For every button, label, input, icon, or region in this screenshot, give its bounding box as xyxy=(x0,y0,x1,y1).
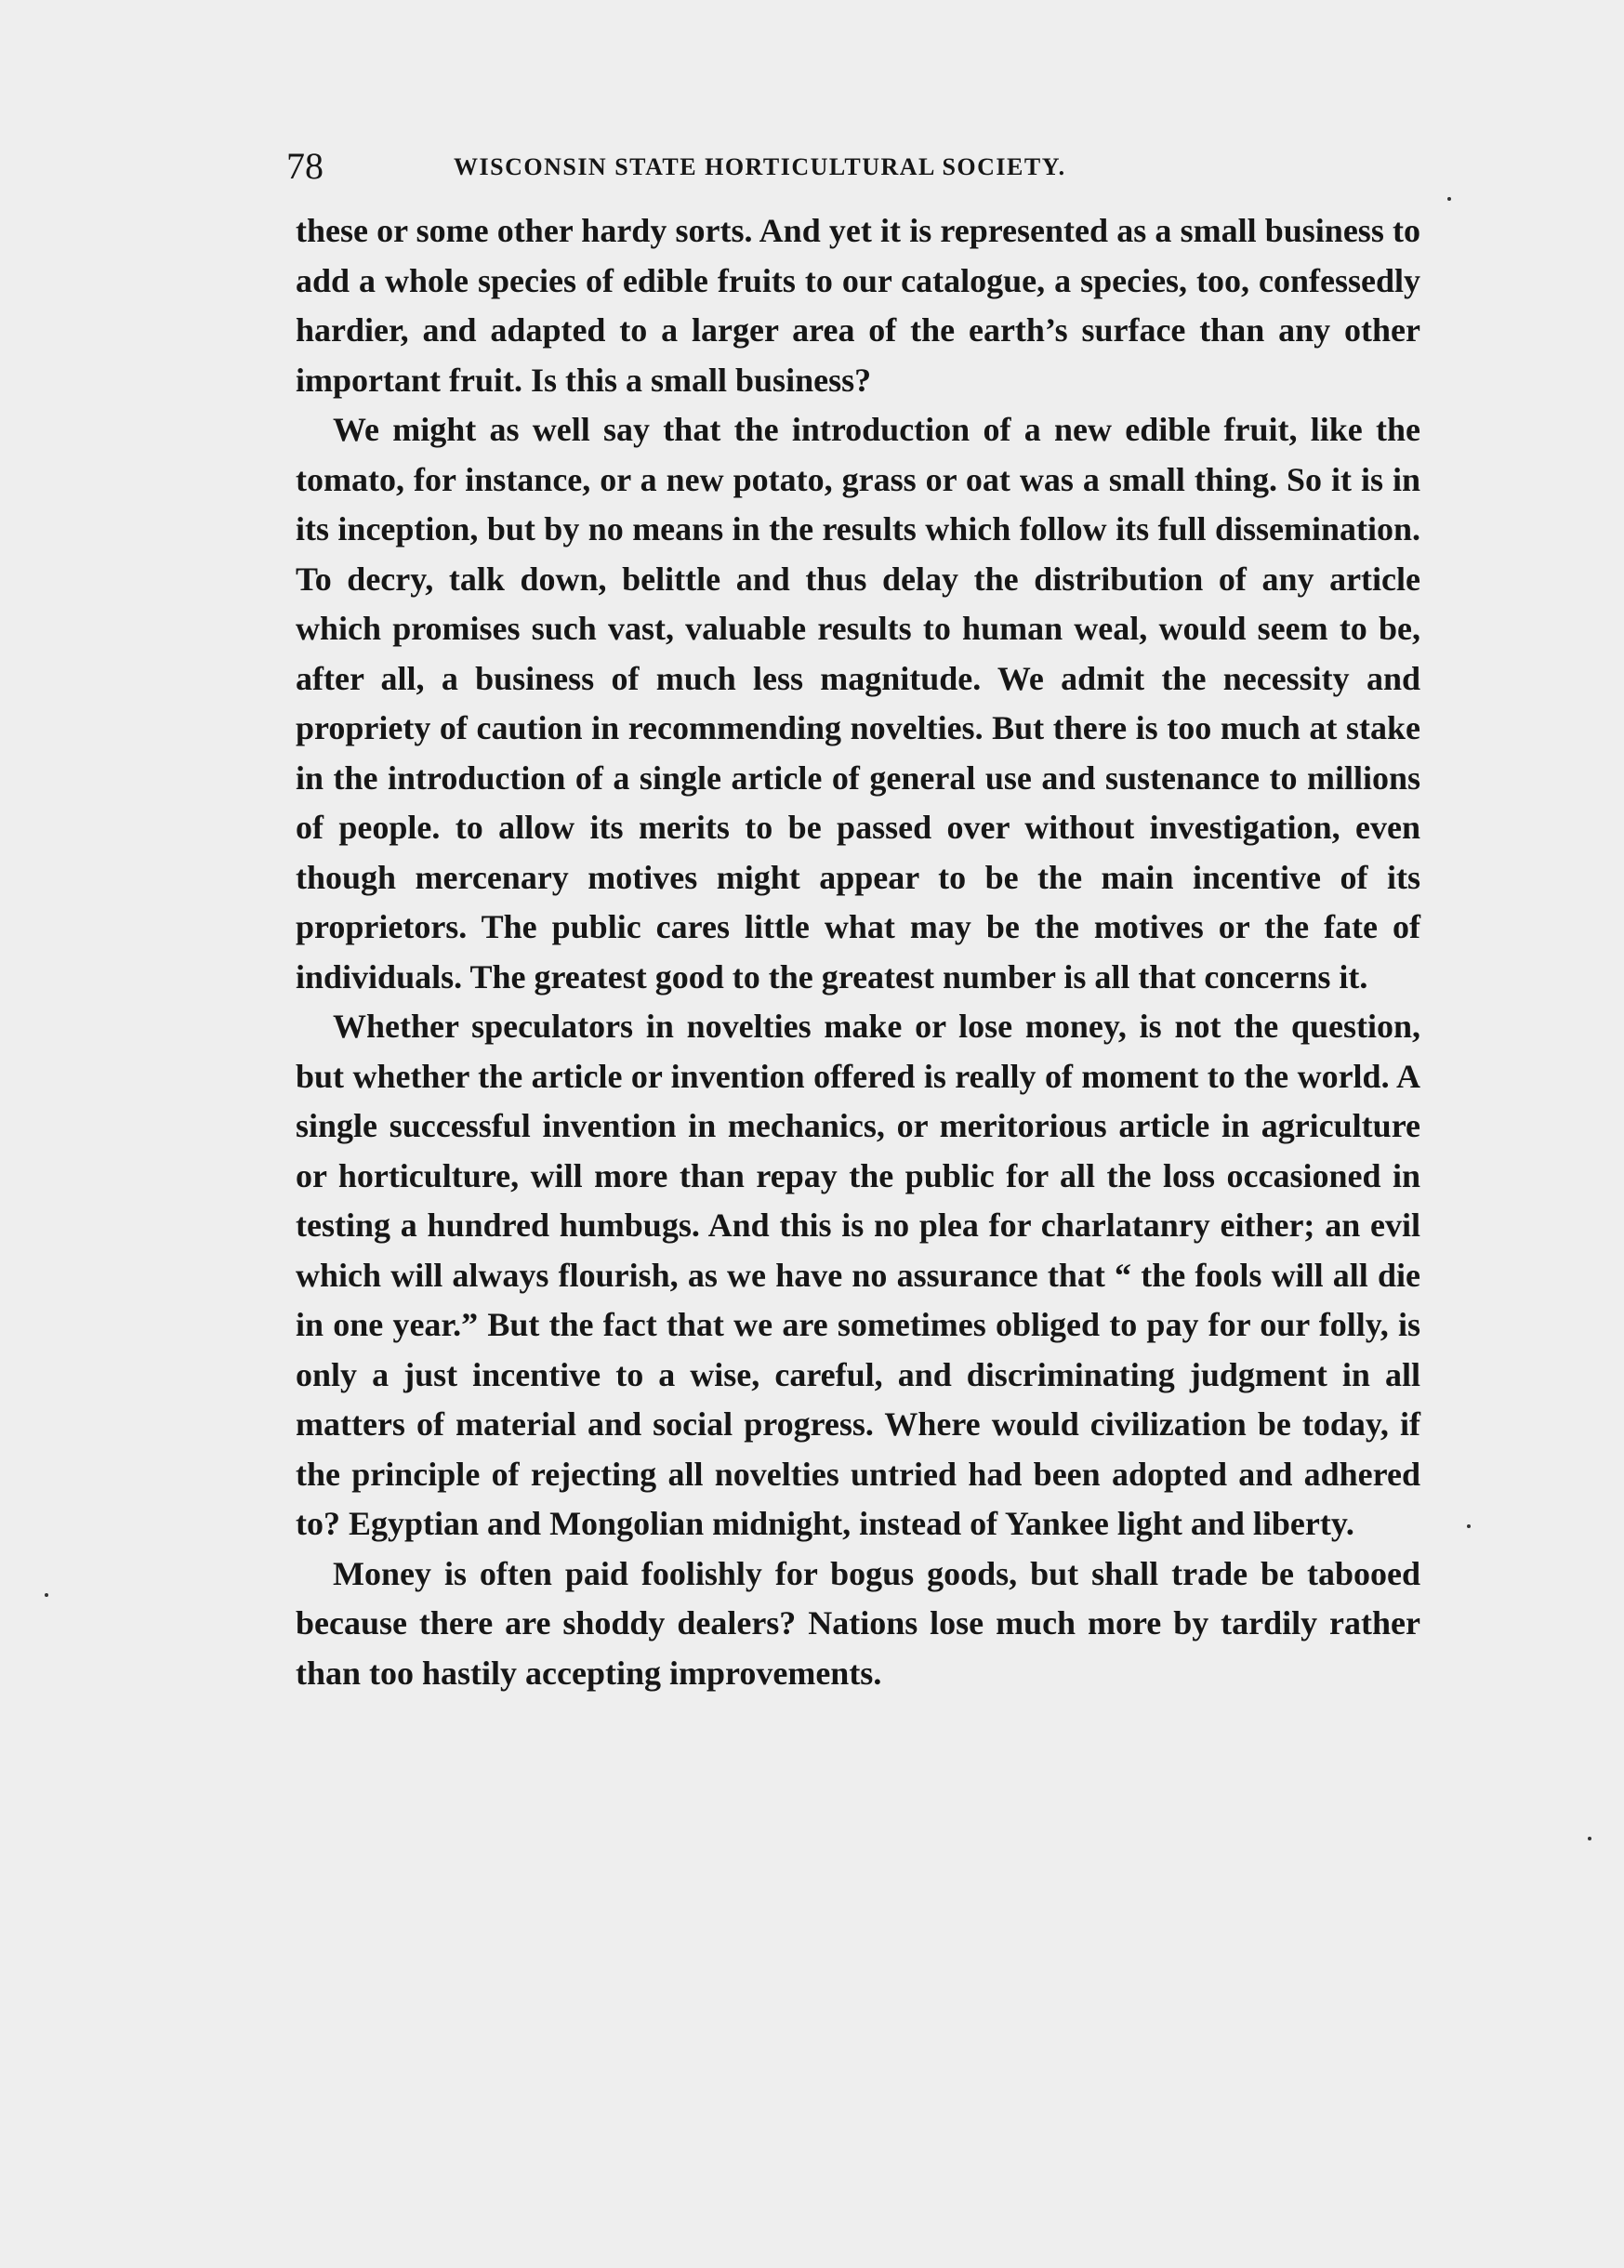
running-head: WISCONSIN STATE HORTICULTURAL SOCIETY. xyxy=(454,153,1066,180)
paragraph-2: We might as well say that the introduction of a new edible fruit, like the tomato, for instance, or a new potato, grass or oat was a small thing. So it is in its inception, but by no means in the results which follow its full dissemination. To decry, talk down, belittle and thus delay the distribution of any article which promises such vast, valuable results to human weal, would seem to be, after all, a business of much less magnitude. We admit the necessity and propriety of caution in recommending novelties. But there is too much at stake in the introduction of a single article of general use and sustenance to millions of people. to allow its merits to be passed over without investigation, even though mercenary motives might appear to be the main incentive of its proprietors. The public cares little what may be the motives or the fate of individuals. The greatest good to the greatest number is all that concerns it. xyxy=(296,411,1420,996)
page-header xyxy=(286,143,1253,190)
page-number: 78 xyxy=(286,145,323,187)
paragraph-4: Money is often paid foolishly for bogus goods, but shall trade be tabooed because there are shoddy dealers? Nations lose much more by tardily rather than too hastily accepting improvements. xyxy=(296,1554,1420,1692)
scan-speck xyxy=(1588,1837,1591,1840)
paragraph-3: Whether speculators in novelties make or lose money, is not the question, but whether the article or invention offered is really of moment to the world. A single successful invention in mechanics, or meritorious article in agriculture or horticulture, will more than repay the public for all the loss occasioned in testing a hundred humbugs. And this is no plea for charlatanry either; an evil which will always flourish, as we have no assurance that “ the fools will all die in one year.” But the fact that we are sometimes obliged to pay for our folly, is only a just incentive to a wise, careful, and discriminating judgment in all matters of material and social progress. Where would civilization be today, if the principle of rejecting all novelties untried had been adopted and adhered to? Egyptian and Mongolian midnight, instead of Yankee light and liberty. xyxy=(296,1008,1420,1542)
scan-speck xyxy=(45,1593,48,1597)
scan-speck xyxy=(1467,1524,1471,1528)
scan-speck xyxy=(1447,197,1451,201)
body-text xyxy=(296,206,1420,1698)
paragraph-1: these or some other hardy sorts. And yet it is represented as a small business to add a whole species of edible fruits to our catalogue, a species, too, confessedly hardier, and adapted to a larger area of the earth’s surface than any other important fruit. Is this a small business? xyxy=(296,212,1420,399)
